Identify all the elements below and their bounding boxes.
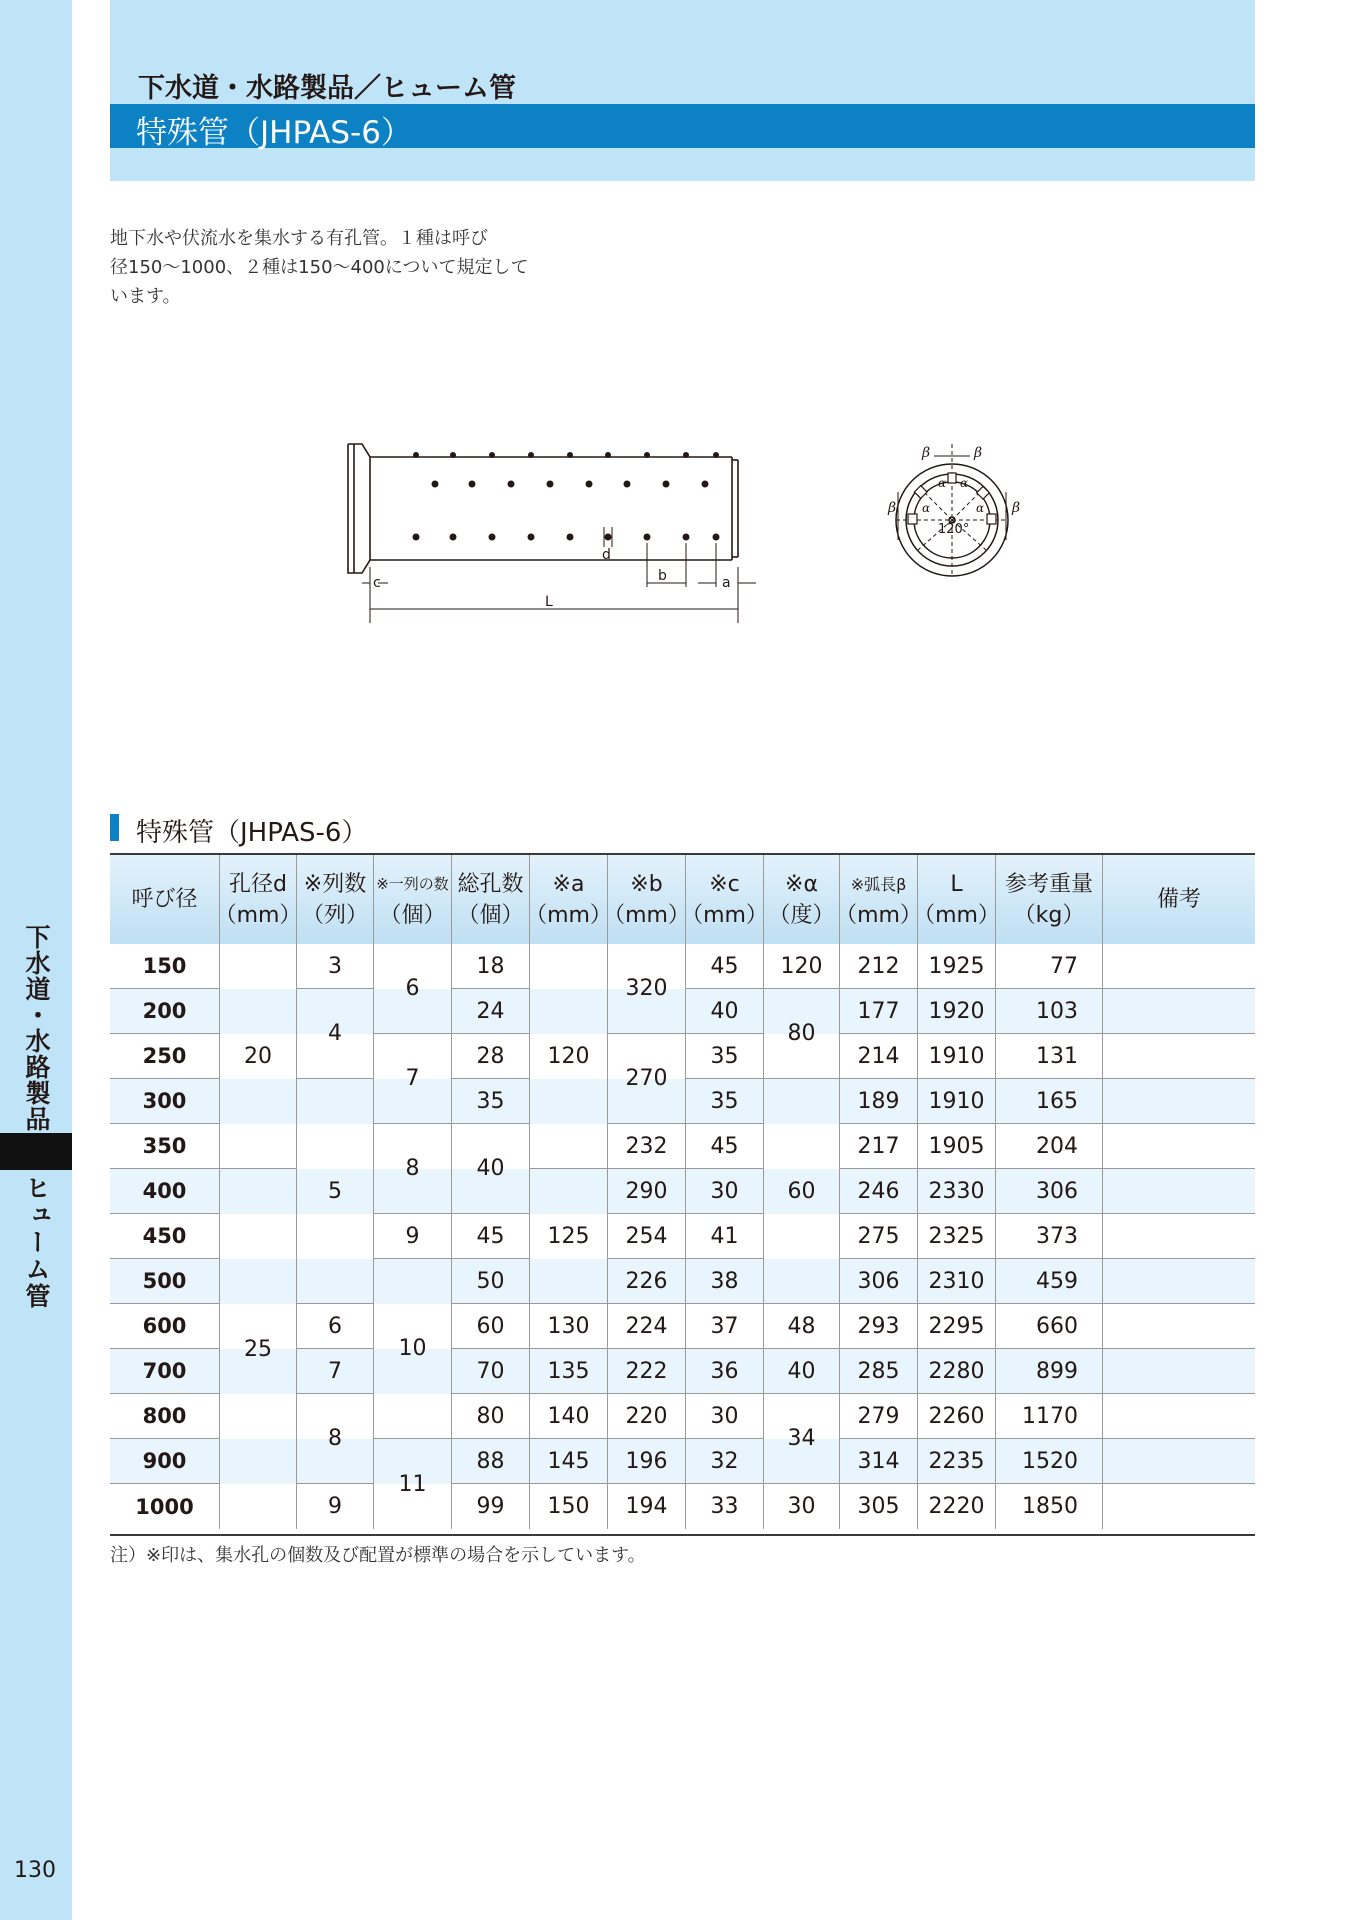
rows-count-cell: 8 [297, 1394, 374, 1484]
diagram-label-c: c [373, 575, 381, 591]
weight-cell: 77 [996, 944, 1103, 989]
section-title: 特殊管（JHPAS-6） [136, 818, 368, 848]
table-header-text: 参考重量 [1004, 871, 1093, 897]
arc-length-cell: 246 [840, 1169, 918, 1214]
c-cell: 33 [686, 1484, 764, 1529]
table-header-text: L [950, 871, 963, 897]
table-header-text: 呼び径 [131, 887, 198, 912]
pipe-side-view-diagram [340, 435, 770, 630]
a-cell: 125 [530, 1169, 608, 1304]
table-note: 注）※印は、集水孔の個数及び配置が標準の場合を示しています。 [110, 1545, 646, 1566]
remarks-cell [1103, 1439, 1255, 1484]
total-holes-cell: 35 [452, 1079, 530, 1124]
weight-cell: 899 [996, 1349, 1103, 1394]
intro-text [110, 224, 570, 311]
weight-cell: 459 [996, 1259, 1103, 1304]
intro-line: 地下水や伏流水を集水する有孔管。１種は呼び [110, 228, 488, 249]
arc-length-cell: 305 [840, 1484, 918, 1529]
nominal-diameter-cell: 350 [110, 1124, 220, 1169]
arc-length-cell: 293 [840, 1304, 918, 1349]
c-cell: 45 [686, 944, 764, 989]
a-cell: 135 [530, 1349, 608, 1394]
length-cell: 2220 [918, 1484, 996, 1529]
remarks-cell [1103, 1124, 1255, 1169]
rows-count-cell: 3 [297, 944, 374, 989]
b-cell: 270 [608, 1034, 686, 1124]
diagram-label-angle: 120° [938, 522, 970, 537]
a-cell: 150 [530, 1484, 608, 1529]
table-header-text: ※a [552, 871, 585, 897]
c-cell: 45 [686, 1124, 764, 1169]
arc-length-cell: 275 [840, 1214, 918, 1259]
b-cell: 194 [608, 1484, 686, 1529]
weight-cell: 1170 [996, 1394, 1103, 1439]
table-header-cell [452, 855, 530, 944]
remarks-cell [1103, 944, 1255, 989]
table-header-text: ※b [630, 871, 663, 897]
diagram-label-a: a [722, 575, 731, 591]
b-cell: 290 [608, 1169, 686, 1214]
table-header-cell [764, 855, 840, 944]
table-header-text: 総孔数 [457, 871, 524, 897]
length-cell: 2260 [918, 1394, 996, 1439]
weight-cell: 131 [996, 1034, 1103, 1079]
rows-count-cell: 4 [297, 989, 374, 1079]
arc-length-cell: 279 [840, 1394, 918, 1439]
table-header-cell [681, 855, 768, 944]
total-holes-cell: 24 [452, 989, 530, 1034]
per-row-cell: 10 [374, 1259, 452, 1439]
c-cell: 35 [686, 1079, 764, 1124]
diagram-label-beta: β [974, 445, 983, 461]
c-cell: 30 [686, 1394, 764, 1439]
alpha-cell: 40 [764, 1349, 840, 1394]
weight-cell: 165 [996, 1079, 1103, 1124]
header-title-bar [110, 104, 1255, 151]
table-header-text: （mm） [835, 902, 922, 928]
diagram-label-d: d [602, 547, 611, 563]
alpha-cell: 80 [764, 989, 840, 1079]
length-cell: 2280 [918, 1349, 996, 1394]
a-cell: 120 [530, 944, 608, 1169]
hole-diameter-cell: 20 [220, 944, 297, 1169]
weight-cell: 306 [996, 1169, 1103, 1214]
table-header-text: （列） [301, 902, 368, 928]
remarks-cell [1103, 1394, 1255, 1439]
table-header-cell [996, 855, 1103, 944]
per-row-cell: 7 [374, 1034, 452, 1124]
arc-length-cell: 214 [840, 1034, 918, 1079]
nominal-diameter-cell: 600 [110, 1304, 220, 1349]
nominal-diameter-cell: 800 [110, 1394, 220, 1439]
diagram-label-beta: β [888, 500, 897, 516]
table-header-text: （mm） [913, 902, 1000, 928]
b-cell: 224 [608, 1304, 686, 1349]
table-header-text: （個） [379, 902, 446, 928]
header-subtitle: 下水道・水路製品／ヒューム管 [138, 73, 516, 104]
per-row-cell: 6 [374, 944, 452, 1034]
table-header-text: ※c [709, 871, 740, 897]
nominal-diameter-cell: 150 [110, 944, 220, 989]
remarks-cell [1103, 1034, 1255, 1079]
page-number: 130 [14, 1858, 56, 1883]
arc-length-cell: 177 [840, 989, 918, 1034]
spec-table [110, 853, 1255, 1536]
remarks-cell [1103, 1169, 1255, 1214]
per-row-cell: 9 [374, 1214, 452, 1259]
alpha-cell: 34 [764, 1394, 840, 1484]
alpha-cell: 30 [764, 1484, 840, 1529]
length-cell: 2310 [918, 1259, 996, 1304]
b-cell: 220 [608, 1394, 686, 1439]
table-header-text: （度） [768, 902, 835, 928]
length-cell: 1910 [918, 1079, 996, 1124]
nominal-diameter-cell: 500 [110, 1259, 220, 1304]
diagram-label-alpha: α [922, 501, 931, 515]
b-cell: 226 [608, 1259, 686, 1304]
c-cell: 38 [686, 1259, 764, 1304]
pipe-cross-section-diagram [878, 430, 1026, 580]
length-cell: 1920 [918, 989, 996, 1034]
page-header [110, 0, 1255, 181]
table-header-text: （mm） [525, 902, 612, 928]
remarks-cell [1103, 989, 1255, 1034]
per-row-cell: 8 [374, 1124, 452, 1214]
nominal-diameter-cell: 900 [110, 1439, 220, 1484]
table-header-cell [603, 855, 690, 944]
length-cell: 2325 [918, 1214, 996, 1259]
b-cell: 222 [608, 1349, 686, 1394]
total-holes-cell: 70 [452, 1349, 530, 1394]
table-header-cell [297, 855, 374, 944]
a-cell: 130 [530, 1304, 608, 1349]
diagram-label-alpha: α [960, 476, 969, 490]
diagram-label-beta: β [922, 445, 931, 461]
remarks-cell [1103, 1349, 1255, 1394]
table-header-text: （mm） [681, 902, 768, 928]
b-cell: 320 [608, 944, 686, 1034]
length-cell: 1925 [918, 944, 996, 989]
diagram-label-alpha: α [938, 476, 947, 490]
intro-line: 径150～1000、２種は150～400について規定して [110, 257, 529, 278]
weight-cell: 204 [996, 1124, 1103, 1169]
arc-length-cell: 217 [840, 1124, 918, 1169]
length-cell: 2295 [918, 1304, 996, 1349]
table-header-text: （mm） [603, 902, 690, 928]
remarks-cell [1103, 1304, 1255, 1349]
b-cell: 232 [608, 1124, 686, 1169]
diagram-label-b: b [658, 568, 667, 584]
nominal-diameter-cell: 1000 [110, 1484, 220, 1529]
total-holes-cell: 80 [452, 1394, 530, 1439]
arc-length-cell: 212 [840, 944, 918, 989]
arc-length-cell: 314 [840, 1439, 918, 1484]
remarks-cell [1103, 1484, 1255, 1529]
rows-count-cell: 6 [297, 1304, 374, 1349]
nominal-diameter-cell: 300 [110, 1079, 220, 1124]
c-cell: 30 [686, 1169, 764, 1214]
total-holes-cell: 40 [452, 1124, 530, 1214]
a-cell: 140 [530, 1394, 608, 1439]
weight-cell: 660 [996, 1304, 1103, 1349]
section-marker [110, 814, 119, 841]
table-header-text: ※α [785, 871, 818, 897]
table-header-cell [110, 855, 220, 944]
c-cell: 36 [686, 1349, 764, 1394]
a-cell: 145 [530, 1439, 608, 1484]
diagram-label-L: L [545, 594, 553, 610]
table-header-cell [374, 855, 452, 944]
table-header-text: ※列数 [303, 871, 367, 897]
alpha-cell: 120 [764, 944, 840, 989]
perforation-holes [413, 452, 720, 541]
table-header-text: （kg） [1013, 902, 1085, 928]
arc-length-cell: 306 [840, 1259, 918, 1304]
length-cell: 2235 [918, 1439, 996, 1484]
table-header-cell [1103, 855, 1255, 944]
total-holes-cell: 88 [452, 1439, 530, 1484]
table-header-text: ※弧長β [850, 874, 907, 894]
total-holes-cell: 28 [452, 1034, 530, 1079]
arc-length-cell: 285 [840, 1349, 918, 1394]
weight-cell: 1850 [996, 1484, 1103, 1529]
nominal-diameter-cell: 700 [110, 1349, 220, 1394]
table-header-cell [913, 855, 1000, 944]
weight-cell: 103 [996, 989, 1103, 1034]
c-cell: 37 [686, 1304, 764, 1349]
table-header-text: 備考 [1156, 887, 1201, 912]
side-category-label: 下水道・水路製品 [22, 924, 51, 1132]
alpha-cell: 48 [764, 1304, 840, 1349]
table-header-cell [214, 855, 302, 944]
table-header-cell [835, 855, 922, 944]
page-title: 特殊管（JHPAS-6） [136, 115, 412, 151]
table-header-text: ※一列の数 [376, 874, 449, 893]
nominal-diameter-cell: 450 [110, 1214, 220, 1259]
table-header-cell [525, 855, 612, 944]
rows-count-cell: 7 [297, 1349, 374, 1394]
side-marker [0, 1133, 72, 1170]
c-cell: 40 [686, 989, 764, 1034]
nominal-diameter-cell: 250 [110, 1034, 220, 1079]
diagram-label-alpha: α [976, 501, 985, 515]
nominal-diameter-cell: 200 [110, 989, 220, 1034]
table-header-text: 孔径d [229, 871, 287, 897]
total-holes-cell: 60 [452, 1304, 530, 1349]
weight-cell: 373 [996, 1214, 1103, 1259]
remarks-cell [1103, 1214, 1255, 1259]
intro-line: います。 [110, 286, 181, 307]
nominal-diameter-cell: 400 [110, 1169, 220, 1214]
rows-count-cell: 5 [297, 1079, 374, 1304]
total-holes-cell: 99 [452, 1484, 530, 1529]
remarks-cell [1103, 1079, 1255, 1124]
rows-count-cell: 9 [297, 1484, 374, 1529]
length-cell: 2330 [918, 1169, 996, 1214]
c-cell: 41 [686, 1214, 764, 1259]
per-row-cell: 11 [374, 1439, 452, 1529]
b-cell: 196 [608, 1439, 686, 1484]
total-holes-cell: 18 [452, 944, 530, 989]
hole-diameter-cell: 25 [220, 1169, 297, 1529]
total-holes-cell: 50 [452, 1259, 530, 1304]
table-header-text: （個） [457, 902, 524, 928]
b-cell: 254 [608, 1214, 686, 1259]
table-header-text: （mm） [214, 902, 302, 928]
length-cell: 1905 [918, 1124, 996, 1169]
remarks-cell [1103, 1259, 1255, 1304]
weight-cell: 1520 [996, 1439, 1103, 1484]
total-holes-cell: 45 [452, 1214, 530, 1259]
side-subcategory-label: ヒューム管 [22, 1175, 51, 1310]
c-cell: 35 [686, 1034, 764, 1079]
c-cell: 32 [686, 1439, 764, 1484]
diagram-label-beta: β [1012, 500, 1021, 516]
arc-length-cell: 189 [840, 1079, 918, 1124]
length-cell: 1910 [918, 1034, 996, 1079]
alpha-cell: 60 [764, 1079, 840, 1304]
